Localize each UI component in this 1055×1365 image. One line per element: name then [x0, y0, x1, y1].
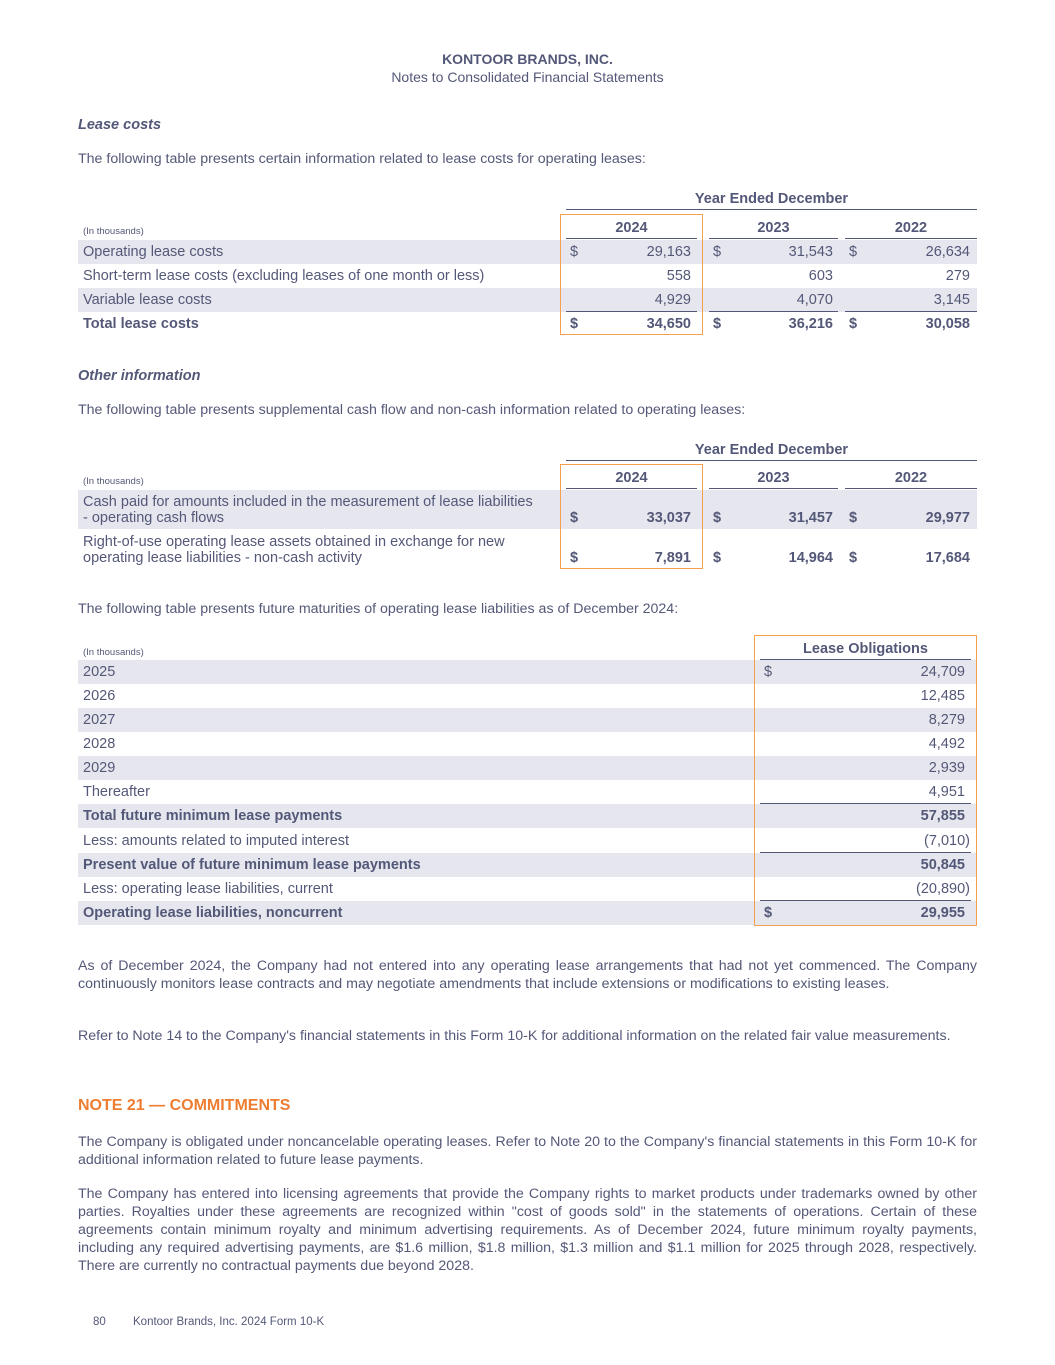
table-row — [78, 684, 977, 708]
maturities-units: (In thousands) — [83, 647, 144, 658]
currency-symbol: $ — [713, 550, 722, 566]
row-label-line1: Right-of-use operating lease assets obtained in exchange for new — [83, 534, 505, 550]
lease-costs-col-2023: 2023 — [709, 220, 838, 239]
table-row — [78, 490, 977, 529]
table-row — [78, 264, 977, 288]
subtotal-rule — [760, 900, 971, 901]
footer-text: Kontoor Brands, Inc. 2024 Form 10-K — [133, 1316, 325, 1328]
cell-value: 17,684 — [925, 550, 970, 566]
row-label: Short-term lease costs (excluding leases of one month or less) — [83, 268, 485, 284]
row-label: Less: operating lease liabilities, current — [83, 881, 333, 897]
subtotal-rule — [760, 803, 971, 804]
cell-value: 50,845 — [920, 857, 965, 873]
cell-value: 29,977 — [925, 510, 970, 526]
subtotal-rule — [845, 311, 977, 312]
cell-value: 603 — [808, 268, 833, 284]
company-name: KONTOOR BRANDS, INC. — [442, 51, 613, 67]
other-info-col-2023: 2023 — [709, 470, 838, 489]
currency-symbol: $ — [713, 316, 722, 332]
cell-value: (7,010) — [924, 833, 970, 849]
cell-value: 4,951 — [928, 784, 965, 800]
table-row — [78, 804, 977, 828]
note-21-paragraph-1: The Company is obligated under noncancelable operating leases. Refer to Note 20 to the Company's financial statements in this Form 10-K for additional information related to future lease payments. — [78, 1134, 977, 1168]
row-label: 2025 — [83, 664, 116, 680]
row-label: Total lease costs — [83, 316, 199, 332]
currency-symbol: $ — [764, 905, 773, 921]
table-row — [78, 901, 977, 925]
lease-costs-title: Lease costs — [78, 117, 162, 133]
cell-value: 2,939 — [928, 760, 965, 776]
currency-symbol: $ — [570, 510, 579, 526]
cell-value: 4,929 — [654, 292, 691, 308]
other-info-col-2024: 2024 — [566, 470, 697, 489]
table-row — [78, 240, 977, 264]
row-label: 2028 — [83, 736, 116, 752]
note-21-paragraph-2: The Company has entered into licensing agreements that provide the Company rights to market products under trademarks owned by other parties. Royalties under these agreements are recognized within "cost of goods sold" in the statements of operations. Certain of these agreements contain minimum royalty and minimum advertising requirements. As of December 2024, future minimum royalty payments, including any required advertising payments, are $1.6 million, $1.8 million, $1.3 million and $1.1 million for 2025 through 2028, respectively. There are currently no contractual payments due beyond 2028. — [78, 1186, 977, 1274]
lease-costs-units: (In thousands) — [83, 226, 144, 237]
row-label: Less: amounts related to imputed interest — [83, 833, 349, 849]
cell-value: 3,145 — [933, 292, 970, 308]
page-number: 80 — [93, 1316, 106, 1328]
note-21-title: NOTE 21 — COMMITMENTS — [78, 1097, 291, 1114]
currency-symbol: $ — [570, 316, 579, 332]
subtotal-rule — [760, 852, 971, 853]
currency-symbol: $ — [570, 550, 579, 566]
table-row — [78, 288, 977, 312]
table-row — [78, 877, 977, 901]
other-info-year-header: Year Ended December — [566, 442, 977, 461]
table-row — [78, 530, 977, 570]
currency-symbol: $ — [570, 244, 579, 260]
lease-costs-col-2022: 2022 — [845, 220, 977, 239]
table-row — [78, 853, 977, 877]
currency-symbol: $ — [713, 244, 722, 260]
other-info-intro: The following table presents supplemental cash flow and non-cash information related to operating leases: — [78, 402, 746, 418]
table-row — [78, 732, 977, 756]
lease-costs-intro: The following table presents certain information related to lease costs for operating leases: — [78, 151, 646, 167]
row-label: 2026 — [83, 688, 116, 704]
cell-value: 4,492 — [928, 736, 965, 752]
currency-symbol: $ — [849, 510, 858, 526]
cell-value: 33,037 — [646, 510, 691, 526]
currency-symbol: $ — [713, 510, 722, 526]
cell-value: 30,058 — [925, 316, 970, 332]
cell-value: 279 — [945, 268, 970, 284]
cell-value: 29,955 — [920, 905, 965, 921]
table-row — [78, 756, 977, 780]
maturities-intro: The following table presents future maturities of operating lease liabilities as of December 2024: — [78, 601, 679, 617]
paragraph-lease-arrangements: As of December 2024, the Company had not entered into any operating lease arrangements that had not yet commenced. The Company continuously monitors lease contracts and may negotiate amendments that include extensions or modifications to existing leases. — [78, 958, 977, 992]
row-label: Total future minimum lease payments — [83, 808, 343, 824]
cell-value: 57,855 — [920, 808, 965, 824]
cell-value: 29,163 — [646, 244, 691, 260]
row-label: Operating lease liabilities, noncurrent — [83, 905, 343, 921]
table-row — [78, 708, 977, 732]
cell-value: 31,457 — [788, 510, 833, 526]
cell-value: 26,634 — [925, 244, 970, 260]
row-label: Operating lease costs — [83, 244, 224, 260]
cell-value: 31,543 — [788, 244, 833, 260]
cell-value: (20,890) — [915, 881, 970, 897]
other-info-units: (In thousands) — [83, 476, 144, 487]
other-info-title: Other information — [78, 368, 201, 384]
page-subtitle: Notes to Consolidated Financial Statements — [391, 69, 664, 85]
cell-value: 558 — [666, 268, 691, 284]
cell-value: 34,650 — [646, 316, 691, 332]
currency-symbol: $ — [764, 664, 773, 680]
row-label: 2027 — [83, 712, 116, 728]
currency-symbol: $ — [849, 244, 858, 260]
lease-costs-col-2024: 2024 — [566, 220, 697, 239]
row-label-line2: - operating cash flows — [83, 510, 225, 526]
row-label-line1: Cash paid for amounts included in the measurement of lease liabilities — [83, 494, 533, 510]
paragraph-fair-value: Refer to Note 14 to the Company's financial statements in this Form 10-K for additional information on the related fair value measurements. — [78, 1028, 951, 1044]
lease-obligations-header: Lease Obligations — [760, 641, 971, 660]
currency-symbol: $ — [849, 316, 858, 332]
table-row — [78, 780, 977, 804]
currency-symbol: $ — [849, 550, 858, 566]
row-label: 2029 — [83, 760, 116, 776]
cell-value: 12,485 — [920, 688, 965, 704]
table-row — [78, 829, 977, 853]
row-label-line2: operating lease liabilities - non-cash activity — [83, 550, 362, 566]
cell-value: 24,709 — [920, 664, 965, 680]
cell-value: 14,964 — [788, 550, 833, 566]
row-label: Thereafter — [83, 784, 150, 800]
cell-value: 8,279 — [928, 712, 965, 728]
table-row — [78, 312, 977, 336]
subtotal-rule — [709, 311, 838, 312]
other-info-col-2022: 2022 — [845, 470, 977, 489]
subtotal-rule — [566, 311, 697, 312]
cell-value: 4,070 — [796, 292, 833, 308]
row-label: Variable lease costs — [83, 292, 212, 308]
cell-value: 7,891 — [654, 550, 691, 566]
row-label: Present value of future minimum lease payments — [83, 857, 421, 873]
cell-value: 36,216 — [788, 316, 833, 332]
table-row — [78, 660, 977, 684]
lease-costs-year-header: Year Ended December — [566, 191, 977, 210]
